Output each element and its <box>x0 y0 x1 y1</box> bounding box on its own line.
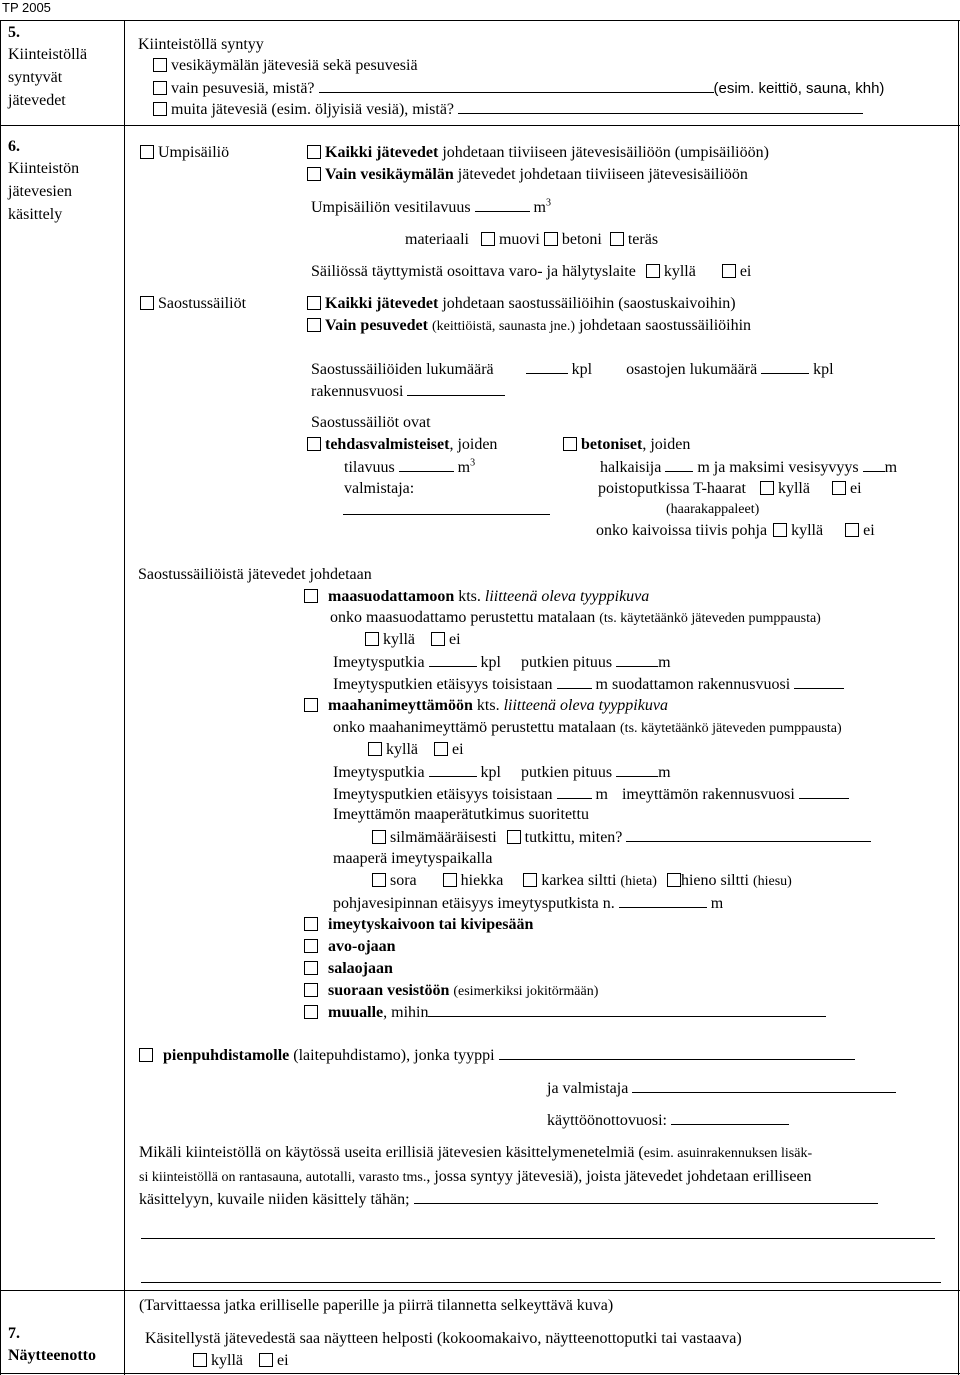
text: m <box>595 676 608 693</box>
checkbox[interactable] <box>507 830 521 844</box>
text: Umpisäiliön vesitilavuus <box>311 199 471 216</box>
answer-line[interactable] <box>399 457 454 472</box>
text: käsittelyyn, kuvaile niiden käsittely tähän; <box>139 1191 410 1208</box>
text: tilavuus <box>344 459 395 476</box>
unit: m <box>884 459 898 476</box>
checkbox[interactable] <box>304 698 318 712</box>
checkbox[interactable] <box>307 318 321 332</box>
plant-commission-year <box>547 1110 789 1130</box>
text: salaojaan <box>328 960 393 977</box>
answer-line[interactable] <box>616 762 658 777</box>
section-6-title-2: jätevesien <box>8 183 72 200</box>
text: johdetaan saostussäiliöihin (saostuskaivoihin) <box>442 295 736 312</box>
text: putkien pituus <box>521 764 613 781</box>
checkbox[interactable] <box>140 296 154 310</box>
answer-line[interactable] <box>626 827 871 842</box>
text: muovi <box>498 231 540 248</box>
checkbox[interactable] <box>431 632 445 646</box>
text: Saostussäiliöiden lukumäärä <box>311 361 494 378</box>
checkbox[interactable] <box>307 437 321 451</box>
text: Imeytysputkia <box>333 654 425 671</box>
filter-shallow <box>330 608 821 628</box>
answer-line[interactable] <box>429 652 477 667</box>
filter-option[interactable] <box>304 587 649 606</box>
opt-label: vain pesuvesiä, mistä? <box>171 80 315 97</box>
section-5-number: 5. <box>8 24 20 41</box>
answer-line[interactable] <box>863 457 885 472</box>
septic-tee <box>598 479 862 498</box>
septic-wash-option[interactable] <box>307 316 751 336</box>
answer-line-2[interactable] <box>141 1238 935 1239</box>
frame-left <box>0 20 1 1375</box>
text: putkien pituus <box>521 654 613 671</box>
text: Säiliössä täyttymistä osoittava varo- ja hälytyslaite <box>311 263 636 280</box>
checkbox[interactable] <box>153 58 167 72</box>
opt-label: muita jätevesiä (esim. öljyisiä vesiä), mistä? <box>171 101 455 118</box>
text: kpl <box>571 361 593 378</box>
disposal-heading: Saostussäiliöistä jätevedet johdetaan <box>138 566 372 583</box>
section-5-title-2: syntyvät <box>8 69 63 86</box>
checkbox[interactable] <box>193 1353 207 1367</box>
answer-line-3[interactable] <box>141 1282 941 1283</box>
divider-5-6 <box>0 125 960 126</box>
ditch-option[interactable] <box>304 937 396 956</box>
text: käyttöönottovuosi: <box>547 1112 667 1129</box>
small: esim. asuinrakennuksen lisäk- <box>643 1146 813 1161</box>
generation-heading: Kiinteistöllä syntyy <box>138 36 264 53</box>
filter-distance <box>333 674 844 694</box>
document-code: TP 2005 <box>2 0 51 15</box>
multi-line-1 <box>139 1143 812 1163</box>
text: onko kaivoissa tiivis pohja <box>596 522 768 539</box>
septic-maker: valmistaja: <box>344 480 415 497</box>
opt-label: vesikäymälän jätevesiä sekä pesuvesiä <box>171 57 418 74</box>
answer-line[interactable] <box>671 1110 789 1125</box>
small: (ts. käytetäänkö jäteveden pumppausta) <box>599 611 821 626</box>
small: (hiesu) <box>752 874 792 889</box>
section-5-title-1: Kiinteistöllä <box>8 46 88 63</box>
answer-line[interactable] <box>458 99 863 114</box>
label: Saostussäiliöt <box>158 295 247 312</box>
multi-line-2 <box>139 1167 812 1187</box>
holding-material <box>405 230 658 249</box>
septic-tank-option[interactable] <box>140 294 246 313</box>
opt-wash-water[interactable] <box>153 78 884 98</box>
multi-line-3 <box>139 1189 878 1209</box>
answer-line[interactable] <box>794 674 844 689</box>
small: (ts. käytetäänkö jäteveden pumppausta) <box>620 721 842 736</box>
checkbox[interactable] <box>610 232 624 246</box>
soil-type-heading: maaperä imeytyspaikalla <box>333 850 493 867</box>
answer-line[interactable] <box>619 893 707 908</box>
treatment-plant-option[interactable] <box>139 1045 855 1065</box>
text: , joiden <box>642 436 691 453</box>
text: johdetaan tiiviiseen jätevesisäiliöön (umpisäiliöön) <box>442 144 769 161</box>
checkbox[interactable] <box>304 589 318 603</box>
bold: maahanimeyttämöön <box>328 697 473 714</box>
holding-wc-option[interactable] <box>307 165 748 184</box>
text: kyllä <box>663 263 696 280</box>
bold: tehdasvalmisteiset <box>325 436 450 453</box>
tee-note: (haarakappaleet) <box>666 502 760 517</box>
checkbox[interactable] <box>722 264 736 278</box>
septic-all-option[interactable] <box>307 294 736 313</box>
checkbox[interactable] <box>304 961 318 975</box>
text: jätevedet johdetaan tiiviiseen jätevesisäiliöön <box>457 166 748 183</box>
text: m ja maksimi vesisyvyys <box>697 459 859 476</box>
answer-line[interactable] <box>616 652 658 667</box>
checkbox[interactable] <box>646 264 660 278</box>
text: hieno siltti <box>680 872 749 889</box>
holding-tank-option[interactable] <box>140 143 229 162</box>
checkbox[interactable] <box>304 1005 318 1019</box>
section-6-title-1: Kiinteistön <box>8 160 80 177</box>
checkbox[interactable] <box>372 873 386 887</box>
checkbox[interactable] <box>372 830 386 844</box>
answer-line[interactable] <box>632 1078 896 1093</box>
italic: liitteenä oleva tyyppikuva <box>484 588 650 605</box>
bold: Vain vesikäymälän <box>325 166 454 183</box>
text: rakennusvuosi <box>311 383 404 400</box>
text: kyllä <box>777 480 810 497</box>
answer-line[interactable] <box>526 359 568 374</box>
section-7-number: 7. <box>8 1325 20 1342</box>
answer-line[interactable] <box>429 762 477 777</box>
answer-line[interactable] <box>319 78 714 93</box>
checkbox[interactable] <box>845 523 859 537</box>
unit: m <box>533 199 546 216</box>
hint: (esim. keittiö, sauna, khh) <box>713 80 885 97</box>
text: imeyttämön rakennusvuosi <box>621 786 795 803</box>
text: materiaali <box>405 231 469 248</box>
text: ja valmistaja <box>547 1080 629 1097</box>
text: kyllä <box>211 1352 243 1369</box>
text: ei <box>452 741 464 758</box>
checkbox[interactable] <box>443 873 457 887</box>
answer-line[interactable] <box>761 359 809 374</box>
checkbox[interactable] <box>481 232 495 246</box>
text: kpl <box>480 764 501 781</box>
soil-survey: Imeyttämön maaperätutkimus suoritettu <box>333 806 589 823</box>
bold: suoraan vesistöön <box>328 982 450 999</box>
text: osastojen lukumäärä <box>626 361 758 378</box>
filter-shallow-answer <box>365 630 461 649</box>
plant-maker <box>547 1078 896 1098</box>
text: , joiden <box>449 436 498 453</box>
section-5-title-3: jätevedet <box>8 92 66 109</box>
checkbox[interactable] <box>304 939 318 953</box>
pit-option[interactable] <box>304 915 533 934</box>
checkbox[interactable] <box>773 523 787 537</box>
text: kyllä <box>383 631 415 648</box>
text: kyllä <box>386 741 418 758</box>
section-6-number: 6. <box>8 138 20 155</box>
septic-factory-option[interactable] <box>307 435 497 454</box>
bold: muualle <box>328 1004 384 1021</box>
checkbox[interactable] <box>304 917 318 931</box>
text: johdetaan saostussäiliöihin <box>579 317 752 334</box>
checkbox[interactable] <box>153 102 167 116</box>
text: halkaisija <box>600 459 662 476</box>
exp: 3 <box>546 197 551 209</box>
text: avo-ojaan <box>328 938 396 955</box>
text: ei <box>849 480 862 497</box>
checkbox[interactable] <box>304 983 318 997</box>
section-7-title: Näytteenotto <box>8 1347 96 1364</box>
unit: m <box>457 459 471 476</box>
checkbox[interactable] <box>667 873 681 887</box>
answer-line[interactable] <box>499 1045 855 1060</box>
text: pohjavesipinnan etäisyys imeytysputkista n. <box>333 895 615 912</box>
frame-mid <box>124 20 125 1375</box>
text: ei <box>277 1352 289 1369</box>
text: Imeytysputkien etäisyys toisistaan <box>333 676 553 693</box>
holding-alarm <box>311 262 751 281</box>
text: silmämääräisesti <box>390 829 497 846</box>
bold: maasuodattamoon <box>328 588 455 605</box>
text: kyllä <box>791 522 824 539</box>
text: imeytyskaivoon tai kivipesään <box>328 916 534 933</box>
small: (hieta) <box>620 874 657 889</box>
checkbox[interactable] <box>139 1048 153 1062</box>
checkbox[interactable] <box>760 481 774 495</box>
soil-types <box>372 871 792 891</box>
elsewhere-option[interactable] <box>304 1002 826 1022</box>
checkbox[interactable] <box>832 481 846 495</box>
answer-line[interactable] <box>428 1002 826 1017</box>
answer-line[interactable] <box>407 381 505 396</box>
septic-year <box>311 381 505 401</box>
text: Imeytysputkia <box>333 764 425 781</box>
drain-option[interactable] <box>304 959 393 978</box>
label: Umpisäiliö <box>158 144 230 161</box>
text: poistoputkissa T-haarat <box>598 480 746 497</box>
maker-answer-line[interactable] <box>343 514 550 515</box>
text: kts. <box>458 588 481 605</box>
answer-line[interactable] <box>557 784 592 799</box>
septic-tight <box>596 521 875 540</box>
infiltration-option[interactable] <box>304 696 668 715</box>
septic-count <box>311 359 834 379</box>
checkbox[interactable] <box>523 873 537 887</box>
checkbox[interactable] <box>307 167 321 181</box>
text: m <box>658 654 671 671</box>
text: m <box>710 895 724 912</box>
bold: Kaikki jätevedet <box>325 295 439 312</box>
text: karkea siltti <box>541 872 617 889</box>
checkbox[interactable] <box>307 145 321 159</box>
text: betoni <box>561 231 602 248</box>
answer-line[interactable] <box>799 784 849 799</box>
text: ei <box>863 522 875 539</box>
opt-wc-water[interactable] <box>153 56 418 75</box>
bold: betoniset <box>581 436 643 453</box>
checkbox[interactable] <box>153 81 167 95</box>
text: Mikäli kiinteistöllä on käytössä useita erillisiä jätevesien käsittelymenetelmiä ( <box>139 1144 644 1161</box>
small: (keittiöistä, saunasta jne.) <box>431 319 576 334</box>
small: si kiinteistöllä on rantasauna, autotalli, varasto tms. <box>139 1170 427 1185</box>
checkbox[interactable] <box>434 742 448 756</box>
section-6-title-3: käsittely <box>8 206 63 223</box>
answer-line[interactable] <box>414 1189 878 1204</box>
bold: Kaikki jätevedet <box>325 144 439 161</box>
holding-all-option[interactable] <box>307 143 769 162</box>
septic-concrete-option[interactable] <box>563 435 690 454</box>
text: tutkittu, miten? <box>524 829 623 846</box>
exp: 3 <box>470 457 476 469</box>
groundwater-distance <box>333 893 723 913</box>
sample-answer <box>193 1351 289 1370</box>
text: onko maasuodattamo perustettu matalaan <box>330 609 596 626</box>
text: , mihin <box>383 1004 429 1021</box>
infiltration-distance <box>333 784 849 804</box>
septic-are: Saostussäiliöt ovat <box>311 414 431 431</box>
answer-line[interactable] <box>665 457 693 472</box>
text: teräs <box>627 231 659 248</box>
checkbox[interactable] <box>544 232 558 246</box>
bold: Vain pesuvedet <box>325 317 428 334</box>
holding-volume <box>311 197 551 217</box>
text: hiekka <box>460 872 504 889</box>
frame-top <box>0 20 960 21</box>
checkbox[interactable] <box>307 296 321 310</box>
frame-bottom <box>0 1373 960 1374</box>
text: suodattamon rakennusvuosi <box>611 676 791 693</box>
answer-line[interactable] <box>475 197 530 212</box>
checkbox[interactable] <box>368 742 382 756</box>
text: ei <box>449 631 461 648</box>
checkbox[interactable] <box>140 145 154 159</box>
text: onko maahanimeyttämö perustettu matalaan <box>333 719 617 736</box>
text: , jossa syntyy jätevesiä), joista jätevedet johdetaan erilliseen <box>426 1168 812 1185</box>
text: (laitepuhdistamo), jonka tyyppi <box>293 1047 495 1064</box>
sample-text: Käsitellystä jätevedestä saa näytteen helposti (kokoomakaivo, näytteenottoputki tai vastaava) <box>145 1330 742 1347</box>
infiltration-pipes <box>333 762 671 782</box>
septic-diameter <box>600 457 897 477</box>
bold: pienpuhdistamolle <box>163 1047 290 1064</box>
small: (esimerkiksi jokitörmään) <box>453 984 599 999</box>
text: sora <box>390 872 417 889</box>
frame-right <box>958 20 959 1375</box>
answer-line[interactable] <box>557 674 592 689</box>
text: kts. <box>476 697 500 714</box>
checkbox[interactable] <box>259 1353 273 1367</box>
septic-volume <box>344 457 475 477</box>
soil-survey-method <box>372 827 871 847</box>
opt-other-water[interactable] <box>153 99 863 119</box>
infiltration-shallow-answer <box>368 740 464 759</box>
text: kpl <box>480 654 501 671</box>
text: Imeytysputkien etäisyys toisistaan <box>333 786 553 803</box>
water-body-option[interactable] <box>304 981 598 1001</box>
checkbox[interactable] <box>563 437 577 451</box>
italic: liitteenä oleva tyyppikuva <box>503 697 668 714</box>
text: m <box>658 764 671 781</box>
divider-6-7 <box>0 1290 960 1291</box>
continue-note: (Tarvittaessa jatka erilliselle paperille ja piirrä tilannetta selkeyttävä kuva) <box>139 1297 614 1314</box>
filter-pipes <box>333 652 671 672</box>
checkbox[interactable] <box>365 632 379 646</box>
text: kpl <box>813 361 834 378</box>
infiltration-shallow <box>333 718 842 738</box>
text: m <box>595 786 608 803</box>
text: ei <box>739 263 752 280</box>
